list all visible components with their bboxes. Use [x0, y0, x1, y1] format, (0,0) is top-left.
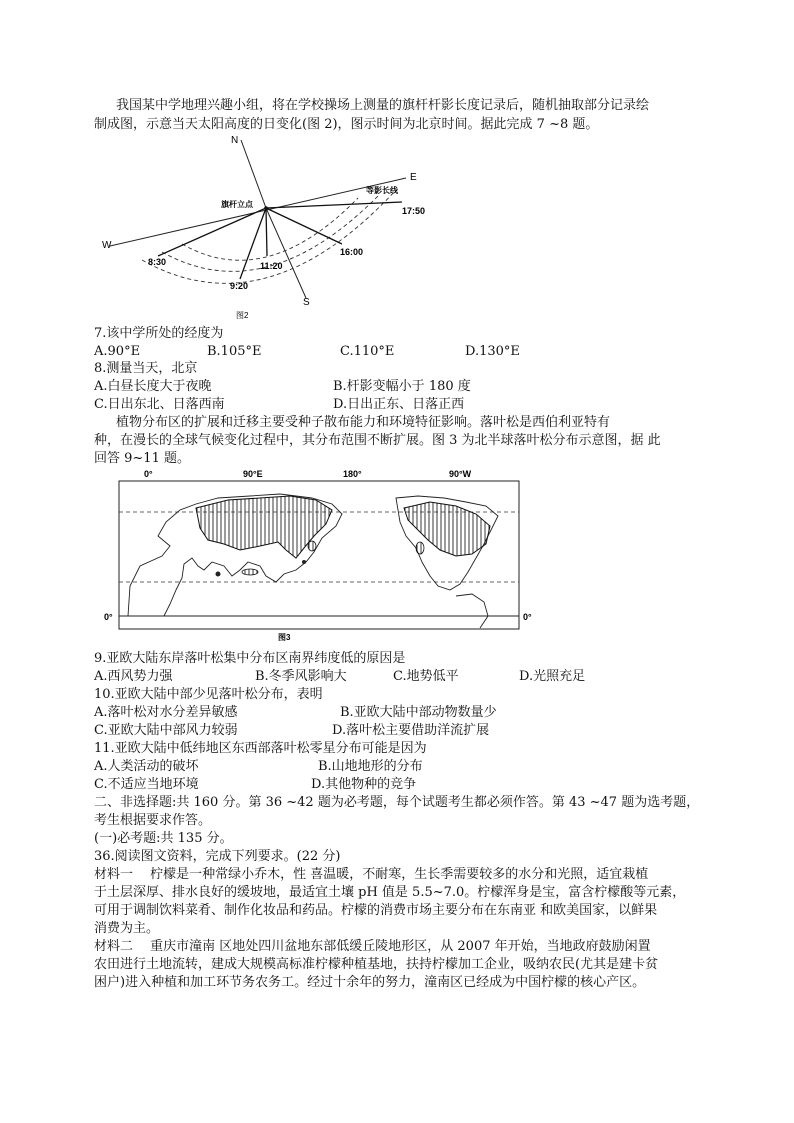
q8-stem: 8.测量当天，北京: [94, 361, 198, 376]
shadow-line-1120: [266, 208, 267, 256]
q9-stem: 9.亚欧大陆东岸落叶松集中分布区南界纬度低的原因是: [94, 651, 406, 666]
intro-q9-11-line3: 回答 9~11 题。: [94, 451, 190, 466]
q36-material1-line3: 可用于调制饮料菜肴、制作化妆品和药品。柠檬的消费市场主要分布在东南亚 和欧美国家，以鲜果: [94, 903, 658, 918]
q36-material2-line2: 农田进行土地流转，建成大规模高标准柠檬种植基地，扶持柠檬加工企业，吸纳农民(尤其是建卡贫: [94, 957, 659, 972]
south-america-coastline: [456, 594, 488, 628]
q8-option-b: B.杆影变幅小于 180 度: [333, 379, 471, 394]
dir-w-label: W: [102, 240, 112, 251]
figure-3-larch-map: [100, 466, 536, 648]
section2-line1: 二、非选择题:共 160 分。第 36 ~42 题为必考题，每个试题考生都必须作答。第 43 ~47 题为选考题，: [94, 795, 700, 810]
q8-option-c: C.日出东北、日落西南: [94, 397, 225, 412]
time-label-0920: 9:20: [230, 281, 249, 291]
north-axis: [241, 140, 266, 208]
q10-option-b: B.亚欧大陆中部动物数量少: [340, 705, 497, 720]
q36-stem: 36.阅读图文资料，完成下列要求。(22 分): [94, 849, 341, 864]
q9-option-c: C.地势低平: [393, 669, 459, 684]
q8-option-a: A.白昼长度大于夜晚: [94, 379, 212, 394]
q7-option-c: C.110°E: [340, 344, 395, 359]
pole-point: [264, 206, 268, 210]
larch-patch-rockies: [416, 542, 424, 554]
q11-option-b: B.山地地形的分布: [318, 759, 423, 774]
q7-option-d: D.130°E: [465, 344, 520, 359]
lon-label-90e: 90°E: [243, 469, 263, 479]
q7-option-a: A.90°E: [94, 344, 141, 359]
lat-label-left: 0°: [104, 612, 113, 622]
time-label-1750: 17:50: [402, 206, 426, 216]
q10-stem: 10.亚欧大陆中部少见落叶松分布，表明: [94, 687, 323, 702]
lon-label-180: 180°: [343, 469, 362, 479]
lat-label-right: 0°: [523, 612, 532, 622]
intro-q9-11-line2: 种，在漫长的全球气候变化过程中，其分布范围不断扩展。图 3 为北半球落叶松分布示意图，据 此: [94, 433, 661, 448]
q36-material1-line2: 于土层深厚、排水良好的缓坡地，最适宜土壤 pH 值是 5.5~7.0。柠檬浑身是宝，富含柠檬酸等元素，: [94, 885, 686, 900]
dir-n-label: N: [231, 135, 239, 146]
intro-q7-8-line1: 我国某中学地理兴趣小组，将在学校操场上测量的旗杆杆影长度记录后，随机抽取部分记录绘: [116, 98, 650, 113]
south-axis: [266, 208, 306, 298]
larch-patch-central-asia: [242, 569, 258, 575]
q7-stem: 7.该中学所处的经度为: [94, 326, 224, 341]
section2-line2: 考生根据要求作答。: [94, 813, 212, 828]
dir-s-label: S: [303, 297, 310, 308]
shadow-line-1600: [266, 208, 342, 244]
intro-q9-11-line1: 植物分布区的扩展和迁移主要受种子散布能力和环境特征影响。落叶松是西伯利亚特有: [116, 415, 611, 430]
shadow-line-0830: [158, 208, 266, 256]
time-label-1120: 11:20: [260, 261, 283, 271]
q36-material2-line3: 困户)进入种植和加工环节务农务工。经过十余年的努力，潼南区已经成为中国柠檬的核心产区。: [94, 975, 646, 990]
pole-label: 旗杆立点: [221, 200, 253, 209]
lon-label-0: 0°: [144, 469, 153, 479]
q36-material1-line4: 消费为主。: [94, 921, 160, 936]
figure-2-shadow-diagram: [96, 132, 426, 322]
larch-patch-himalaya: [216, 572, 221, 577]
q36-material2-line1: 材料二 重庆市潼南 区地处四川盆地东部低缓丘陵地形区，从 2007 年开始，当地政府鼓励闲置: [94, 939, 651, 954]
contour-label: 等影长线: [366, 186, 398, 195]
q9-option-d: D.光照充足: [519, 669, 586, 684]
lon-label-90w: 90°W: [449, 469, 472, 479]
q10-option-d: D.落叶松主要借助洋流扩展: [332, 723, 490, 738]
q11-option-d: D.其他物种的竞争: [311, 777, 417, 792]
q7-option-b: B.105°E: [207, 344, 262, 359]
equal-shadow-arc-middle: [162, 194, 380, 271]
dir-e-label: E: [410, 172, 417, 183]
larch-patch-japan: [302, 560, 306, 564]
q11-stem: 11.亚欧大陆中低纬地区东西部落叶松零星分布可能是因为: [94, 741, 427, 756]
intro-q7-8-line2: 制成图，示意当天太阳高度的日变化(图 2)，图示时间为北京时间。据此完成 7 ~8 题。: [94, 117, 599, 132]
time-label-1600: 16:00: [340, 247, 364, 257]
figure-3-caption: 图3: [278, 633, 291, 642]
larch-patch-east-asia: [308, 541, 316, 551]
q9-option-b: B.冬季风影响大: [255, 669, 347, 684]
figure-2-caption: 图2: [236, 311, 249, 320]
q11-option-c: C.不适应当地环境: [94, 777, 199, 792]
q10-option-c: C.亚欧大陆中部风力较弱: [94, 723, 238, 738]
q9-option-a: A.西风势力强: [94, 669, 173, 684]
q11-option-a: A.人类活动的破坏: [94, 759, 199, 774]
time-label-0830: 8:30: [148, 257, 167, 267]
section2-line3: (一)必考题:共 135 分。: [94, 831, 233, 846]
q10-option-a: A.落叶松对水分差异敏感: [94, 705, 238, 720]
q36-material1-line1: 材料一 柠檬是一种常绿小乔木，性 喜温暖，不耐寒，生长季需要较多的水分和光照，适宜栽植: [94, 867, 649, 882]
q8-option-d: D.日出正东、日落正西: [333, 397, 465, 412]
